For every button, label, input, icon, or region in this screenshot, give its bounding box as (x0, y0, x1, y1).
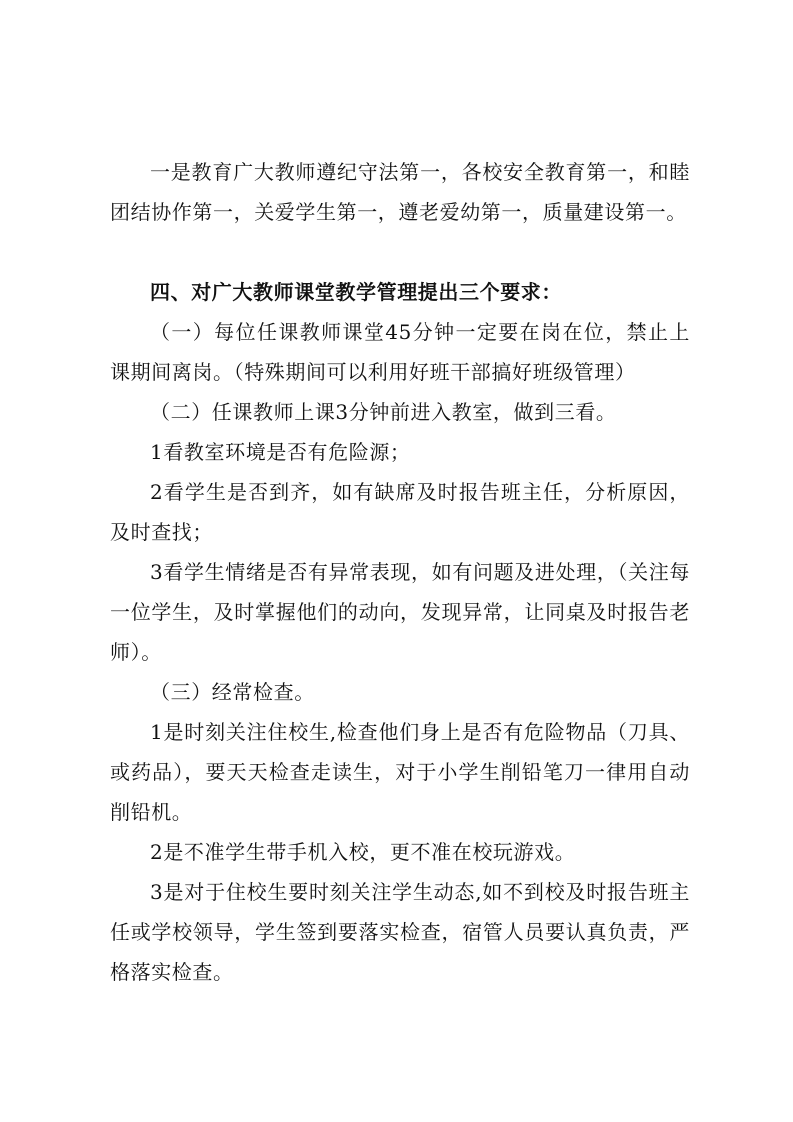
inspection-item-one: 1是时刻关注住校生,检查他们身上是否有危险物品（刀具、或药品），要天天检查走读生，对于小学生削铅笔刀一律用自动削铅机。 (110, 720, 690, 824)
check-item-three: 3看学生情绪是否有异常表现，如有问题及进处理，（关注每一位学生，及时掌握他们的动向，发现异常，让同桌及时报告老师）。 (110, 560, 690, 664)
check-item-one: 1看教室环境是否有危险源； (150, 440, 411, 464)
section-heading-four: 四、对广大教师课堂教学管理提出三个要求： (150, 280, 562, 304)
inspection-item-two: 2是不准学生带手机入校，更不准在校玩游戏。 (150, 840, 576, 864)
requirement-three: （三）经常检查。 (150, 680, 315, 704)
requirement-two: （二）任课教师上课3分钟前进入教室，做到三看。 (150, 400, 617, 424)
check-item-two: 2看学生是否到齐，如有缺席及时报告班主任，分析原因，及时查找； (110, 480, 690, 544)
inspection-item-three: 3是对于住校生要时刻关注学生动态,如不到校及时报告班主任或学校领导，学生签到要落实检查，宿管人员要认真负责，严格落实检查。 (110, 880, 690, 984)
requirement-one: （一）每位任课教师课堂45分钟一定要在岗在位，禁止上课期间离岗。（特殊期间可以利用好班干部搞好班级管理） (110, 320, 690, 384)
paragraph-education-principles: 一是教育广大教师遵纪守法第一，各校安全教育第一，和睦团结协作第一，关爱学生第一，遵老爱幼第一，质量建设第一。 (110, 160, 690, 224)
